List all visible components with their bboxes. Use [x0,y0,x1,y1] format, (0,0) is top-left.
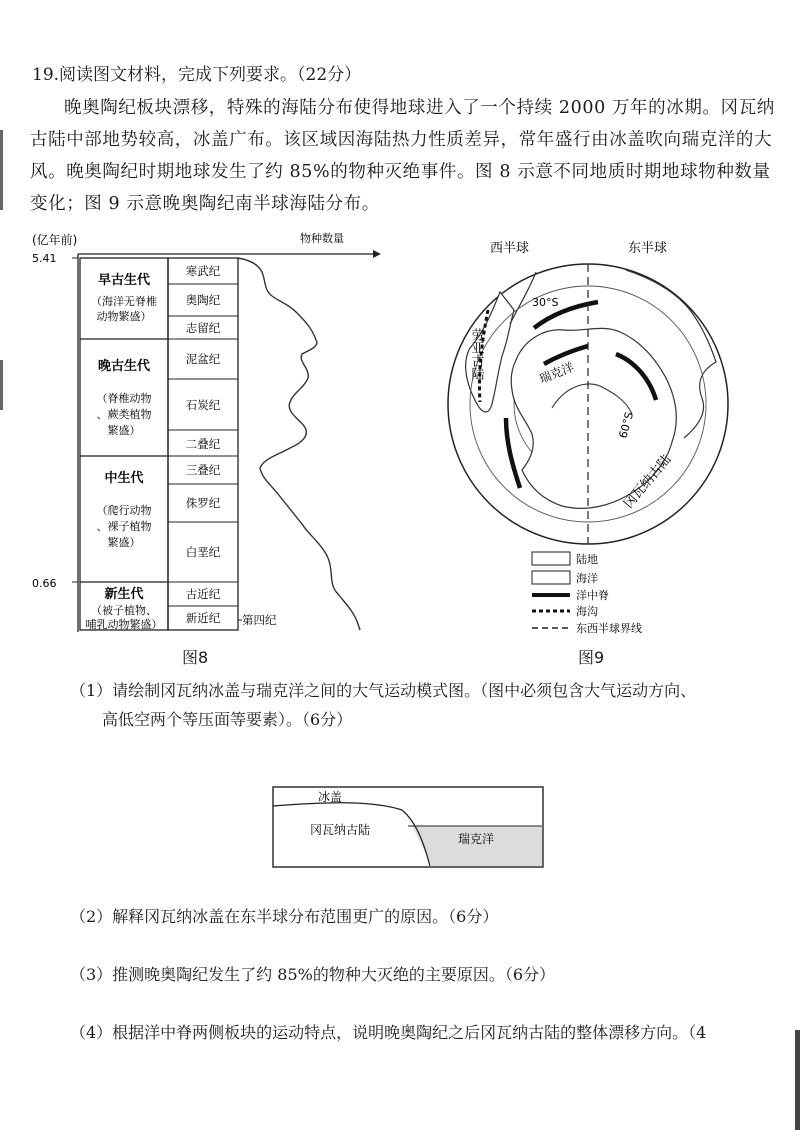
period-silurian: 志留纪 [185,321,221,335]
svg-text:（海洋无脊椎: （海洋无脊椎 [91,295,157,308]
svg-text:、裸子植物: 、裸子植物 [96,520,152,533]
ice-label: 冰盖 [318,790,343,804]
sub-question-4: （4）根据洋中脊两侧板块的运动特点，说明晚奥陶纪之后冈瓦纳古陆的整体漂移方向。（4 [70,1023,707,1042]
period-jurassic: 侏罗纪 [185,496,221,510]
sub-question-2: （2）解释冈瓦纳冰盖在东半球分布范围更广的原因。（6分） [70,907,499,926]
drawing-diagram [272,786,544,870]
x-axis-arrow [373,250,381,258]
svg-text:繁盛）: 繁盛） [107,536,141,549]
laurentia-label: 劳亚古陆 [468,328,484,380]
svg-text:哺乳动物繁盛）: 哺乳动物繁盛） [85,618,163,631]
legend-ocean: 海洋 [576,572,598,585]
tick-top: 5.41 [32,252,57,265]
species-curve [238,258,360,630]
figure-9-caption: 图9 [578,648,605,667]
period-cretaceous: 白垩纪 [185,545,221,559]
svg-text:繁盛）: 繁盛） [107,424,141,437]
scan-edge-left [0,360,3,410]
lat-30-label: 30°S [532,296,559,309]
period-permian: 二叠纪 [185,437,221,451]
era-late-paleozoic: 晚古生代 [97,359,151,374]
question-title: 19.阅读图文材料，完成下列要求。（22分） [32,65,362,85]
period-neogene: 新近纪 [185,611,221,625]
period-paleogene: 古近纪 [185,587,221,601]
period-triassic: 三叠纪 [185,463,221,477]
east-hemisphere-label: 东半球 [628,241,668,256]
sub-question-3: （3）推测晚奥陶纪发生了约 85%的物种大灭绝的主要原因。（6分） [70,965,556,984]
era-mesozoic: 中生代 [104,471,144,486]
svg-text:、蕨类植物: 、蕨类植物 [96,408,152,421]
figure-9 [440,232,770,642]
legend [532,552,642,635]
legend-trench: 海沟 [576,605,598,618]
svg-text:（被子植物、: （被子植物、 [91,604,157,617]
tick-bottom: 0.66 [32,577,57,590]
legend-boundary: 东西半球界线 [576,622,642,635]
lat-60-label: 60°S [616,410,637,440]
era-early-paleozoic: 早古生代 [97,273,151,288]
legend-ridge: 洋中脊 [576,589,609,602]
period-cambrian: 寒武纪 [185,264,221,278]
rheic-label: 瑞克洋 [537,359,576,387]
gondwana-label: 冈瓦纳古陆 [621,452,675,512]
ocean-label: 瑞克洋 [458,832,495,846]
period-devonian: 泥盆纪 [185,352,221,366]
west-hemisphere-label: 西半球 [490,241,530,256]
period-carboniferous: 石炭纪 [185,398,221,412]
legend-land: 陆地 [576,553,598,566]
scan-edge-right [795,1030,800,1130]
x-axis-label: 物种数量 [300,232,344,245]
period-quaternary: 第四纪 [242,613,277,627]
era-cenozoic: 新生代 [104,587,144,602]
scan-edge-left [0,130,3,210]
y-axis-label: (亿年前) [32,233,78,247]
land-label: 冈瓦纳古陆 [310,823,371,837]
svg-text:动物繁盛）: 动物繁盛） [96,310,152,323]
figure-8-caption: 图8 [182,648,209,667]
period-ordovician: 奥陶纪 [185,293,221,307]
svg-text:（爬行动物: （爬行动物 [96,504,152,517]
sub-question-1: （1）请绘制冈瓦纳冰盖与瑞克洋之间的大气运动模式图。（图中必须包含大气运动方向、 高低空两个等压面等要素）。（6分） [70,681,697,729]
svg-text:（脊椎动物: （脊椎动物 [96,392,152,405]
question-paragraph: 晚奥陶纪板块漂移，特殊的海陆分布使得地球进入了一个持续 2000 万年的冰期。冈瓦纳古陆中部地势较高，冰盖广布。该区域因海陆热力性质差异，常年盛行由冰盖吹向瑞克洋的大风。晚奥陶纪时期地球发生了约 85%的物种灭绝事件。图 8 示意不同地质时期地球物种数量变化；图 9 示意晚奥陶纪南半球海陆分布。 [30,98,775,214]
figure-8 [28,232,393,637]
